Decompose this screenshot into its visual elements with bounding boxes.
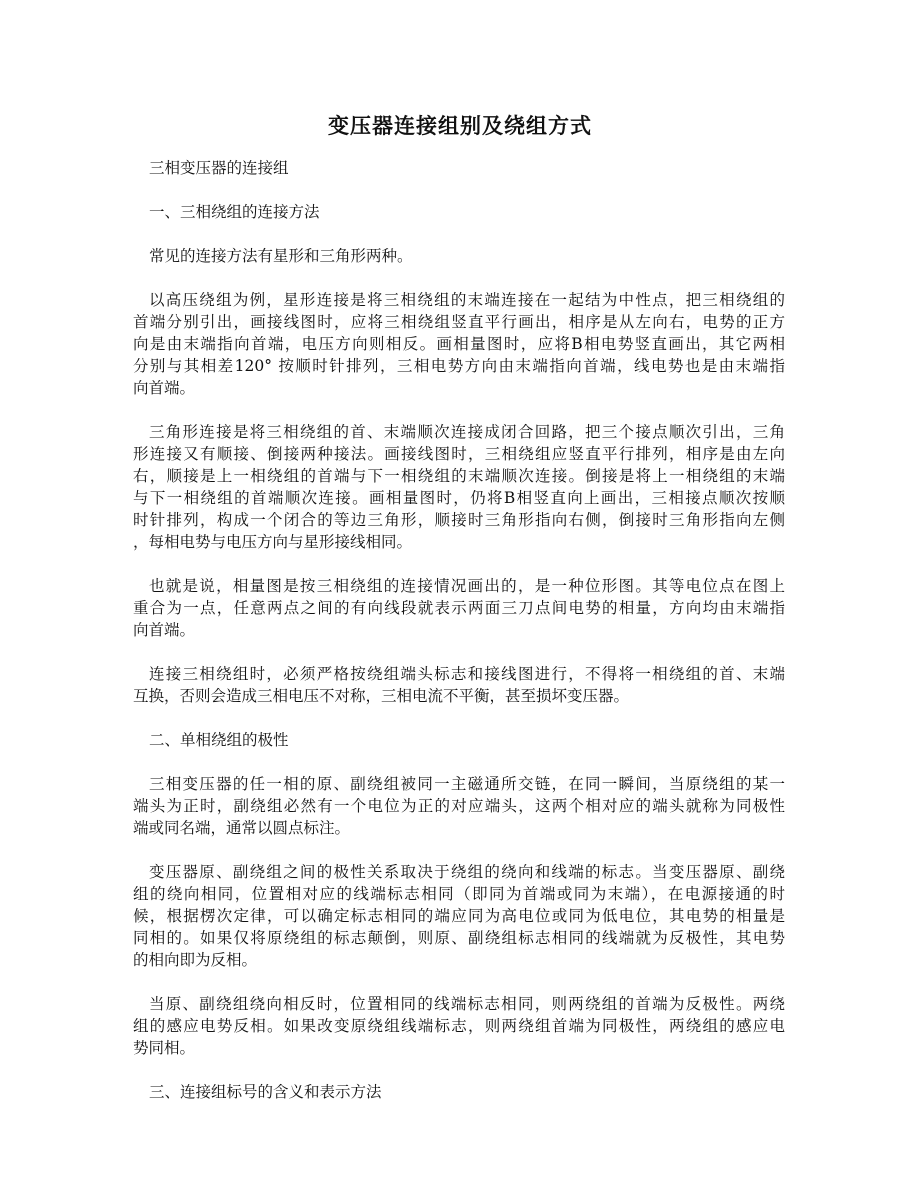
text-line: 端或同名端，通常以圆点标注。 [133, 819, 351, 837]
text-line: 重合为一点，任意两点之间的有向线段就表示两面三刀点间电势的相量，方向均由末端指 [133, 599, 785, 617]
paragraph [133, 575, 785, 641]
text-line: 变压器原、副绕组之间的极性关系取决于绕组的绕向和线端的标志。当变压器原、副绕 [149, 863, 785, 881]
text-line: 分别与其相差120° 按顺时针排列，三相电势方向由末端指向首端，线电势也是由末端指 [133, 357, 785, 375]
text-line: 常见的连接方法有星形和三角形两种。 [149, 247, 413, 265]
text-line: 三角形连接是将三相绕组的首、末端顺次连接成闭合回路，把三个接点顺次引出，三角 [149, 423, 785, 441]
text-line: 一、三相绕组的连接方法 [149, 203, 320, 221]
section-heading [133, 157, 785, 179]
text-line: 向首端。 [133, 379, 196, 397]
text-line: 三相变压器的连接组 [149, 159, 289, 177]
document-title: 变压器连接组别及绕组方式 [328, 113, 592, 138]
text-line: 三相变压器的任一相的原、副绕组被同一主磁通所交链，在同一瞬间，当原绕组的某一 [149, 775, 785, 793]
paragraph [133, 993, 785, 1059]
text-line: 二、单相绕组的极性 [149, 731, 289, 749]
text-line: 也就是说，相量图是按三相绕组的连接情况画出的，是一种位形图。其等电位点在图上 [149, 577, 785, 595]
text-line: 候，根据楞次定律，可以确定标志相同的端应同为高电位或同为低电位，其电势的相量是 [133, 907, 785, 925]
section-heading [133, 729, 785, 751]
text-line: 互换，否则会造成三相电压不对称，三相电流不平衡，甚至损坏变压器。 [133, 687, 630, 705]
paragraph [133, 861, 785, 971]
text-line: 向是由末端指向首端，电压方向则相反。画相量图时，应将B相电势竖直画出，其它两相 [133, 335, 785, 353]
text-line: 端头为正时，副绕组必然有一个电位为正的对应端头，这两个相对应的端头就称为同极性 [133, 797, 785, 815]
paragraph [133, 663, 785, 707]
text-line: 势同相。 [133, 1039, 196, 1057]
text-line: 时针排列，构成一个闭合的等边三角形，顺接时三角形指向右侧，倒接时三角形指向左侧 [133, 511, 785, 529]
text-line: 连接三相绕组时，必须严格按绕组端头标志和接线图进行，不得将一相绕组的首、末端 [149, 665, 785, 683]
text-line: 首端分别引出，画接线图时，应将三相绕组竖直平行画出，相序是从左向右，电势的正方 [133, 313, 785, 331]
text-line: 当原、副绕组绕向相反时，位置相同的线端标志相同，则两绕组的首端为反极性。两绕 [149, 995, 785, 1013]
text-line: 同相的。如果仅将原绕组的标志颠倒，则原、副绕组标志相同的线端就为反极性，其电势 [133, 929, 785, 947]
text-line: 三、连接组标号的含义和表示方法 [149, 1083, 382, 1101]
section-heading [133, 245, 785, 267]
text-line: 组的绕向相同，位置相对应的线端标志相同（即同为首端或同为末端），在电源接通的时 [133, 885, 785, 903]
text-line: 右，顺接是上一相绕组的首端与下一相绕组的末端顺次连接。倒接是将上一相绕组的末端 [133, 467, 785, 485]
section-heading [133, 1081, 785, 1103]
paragraph [133, 421, 785, 553]
text-line: 以高压绕组为例，星形连接是将三相绕组的末端连接在一起结为中性点，把三相绕组的 [149, 291, 785, 309]
text-line: 组的感应电势反相。如果改变原绕组线端标志，则两绕组首端为同极性，两绕组的感应电 [133, 1017, 785, 1035]
text-line: ，每相电势与电压方向与星形接线相同。 [133, 533, 413, 551]
section-heading [133, 201, 785, 223]
text-line: 形连接又有顺接、倒接两种接法。画接线图时，三相绕组应竖直平行排列，相序是由左向 [133, 445, 785, 463]
text-line: 向首端。 [133, 621, 196, 639]
paragraph [133, 773, 785, 839]
text-line: 与下一相绕组的首端顺次连接。画相量图时，仍将B相竖直向上画出，三相接点顺次按顺 [133, 489, 785, 507]
paragraph [133, 289, 785, 399]
text-line: 的相向即为反相。 [133, 951, 258, 969]
document-body [133, 157, 785, 1125]
